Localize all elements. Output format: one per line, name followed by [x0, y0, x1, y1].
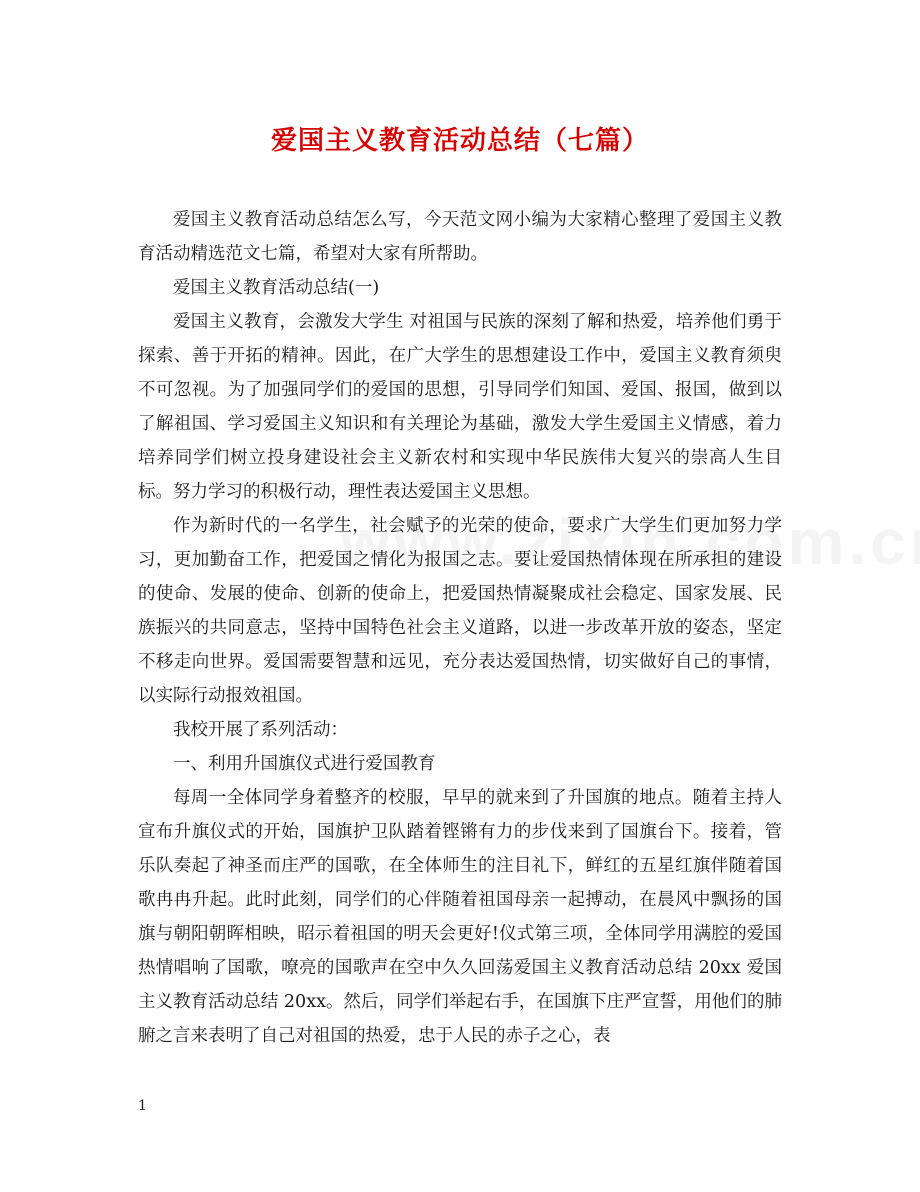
document-title: 爱国主义教育活动总结（七篇）: [270, 126, 649, 156]
paragraph: 每周一全体同学身着整齐的校服，早早的就来到了升国旗的地点。随着主持人宣布升旗仪式的开始，国旗护卫队踏着铿锵有力的步伐来到了国旗台下。接着，管乐队奏起了神圣而庄严的国歌，在全体师生的注目礼下，鲜红的五星红旗伴随着国歌冉冉升起。此时此刻，同学们的心伴随着祖国母亲一起搏动，在晨风中飘扬的国旗与朝阳朝晖相映，昭示着祖国的明天会更好!仪式第三项，全体同学用满腔的爱国热情唱响了国歌，嘹亮的国歌声在空中久久回荡爱国主义教育活动总结 20xx 爱国主义教育活动总结 20xx。然后，同学们举起右手，在国旗下庄严宣誓，用他们的肺腑之言来表明了自己对祖国的热爱，忠于人民的赤子之心，表: [138, 788, 782, 1046]
paragraph-intro: 爱国主义教育活动总结怎么写，今天范文网小编为大家精心整理了爱国主义教育活动精选范文七篇，希望对大家有所帮助。: [138, 210, 782, 264]
paragraph: 我校开展了系列活动：: [173, 720, 348, 740]
page-number: 1: [138, 1098, 147, 1114]
document-body: [138, 203, 782, 1053]
paragraph: 作为新时代的一名学生，社会赋予的光荣的使命，要求广大学生们更加努力学习，更加勤奋工作，把爱国之情化为报国之志。要让爱国热情体现在所承担的建设的使命、发展的使命、创新的使命上，把爱国热情凝聚成社会稳定、国家发展、民族振兴的共同意志，坚持中国特色社会主义道路，以进一步改革开放的姿态，坚定不移走向世界。爱国需要智慧和远见，充分表达爱国热情，切实做好自己的事情，以实际行动报效祖国。: [138, 516, 782, 706]
subsection-heading: 一、利用升国旗仪式进行爱国教育: [173, 754, 436, 774]
section-heading: 爱国主义教育活动总结(一): [173, 278, 380, 298]
paragraph: 爱国主义教育，会激发大学生 对祖国与民族的深刻了解和热爱，培养他们勇于探索、善于开拓的精神。因此，在广大学生的思想建设工作中，爱国主义教育须臾不可忽视。为了加强同学们的爱国的思想，引导同学们知国、爱国、报国，做到以了解祖国、学习爱国主义知识和有关理论为基础，激发大学生爱国主义情感，着力培养同学们树立投身建设社会主义新农村和实现中华民族伟大复兴的崇高人生目标。努力学习的积极行动，理性表达爱国主义思想。: [138, 312, 782, 502]
